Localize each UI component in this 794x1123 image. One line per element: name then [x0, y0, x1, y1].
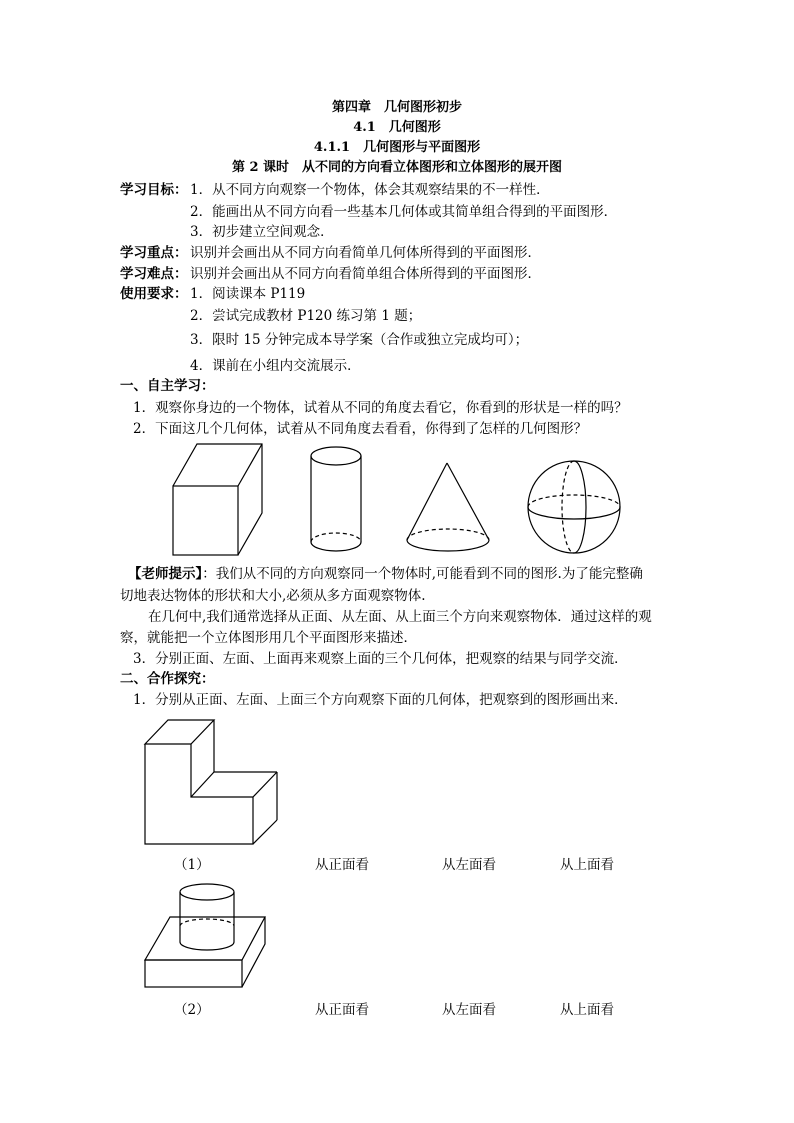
part2-question-1: 1．分别从正面、左面、上面三个方向观察下面的几何体，把观察到的图形画出来．: [133, 692, 628, 708]
requirement-item: 1．阅读课本 P119: [190, 286, 306, 302]
figure-2-left-view-label: 从左面看: [442, 1002, 496, 1018]
difficulty-label: 学习难点：: [120, 266, 188, 282]
figure-1-left-view-label: 从左面看: [442, 857, 496, 873]
subsection-title: 4.1.1 几何图形与平面图形: [313, 140, 481, 155]
figure-2-top-view-label: 从上面看: [560, 1002, 614, 1018]
key-point-text: 识别并会画出从不同方向看简单几何体所得到的平面图形．: [190, 245, 541, 261]
part1-question-2: 2．下面这几个几何体，试着从不同角度去看看，你得到了怎样的几何图形？: [133, 421, 588, 437]
figure-2-number: （2）: [174, 1002, 210, 1018]
difficulty-text: 识别并会画出从不同方向看简单组合体所得到的平面图形．: [190, 266, 541, 282]
part1-question-1: 1．观察你身边的一个物体，试着从不同的角度去看它，你看到的形状是一样的吗？: [133, 400, 628, 416]
figure-1-top-view-label: 从上面看: [560, 857, 614, 873]
requirement-item: 4．课前在小组内交流展示．: [190, 358, 361, 374]
objective-item: 3．初步建立空间观念．: [190, 224, 334, 240]
objective-item: 2．能画出从不同方向看一些基本几何体或其简单组合得到的平面图形．: [190, 204, 618, 220]
lesson-title: 第 2 课时 从不同的方向看立体图形和立体图形的展开图: [231, 160, 563, 175]
teacher-tip-line-4: 察，就能把一个立体图形用几个平面图形来描述．: [120, 630, 417, 646]
part2-heading: 二、合作探究：: [120, 671, 215, 687]
figure-1-number: （1）: [174, 857, 210, 873]
figure-1-front-view-label: 从正面看: [315, 857, 369, 873]
part1-heading: 一、自主学习：: [120, 378, 215, 394]
cylinder-on-slab-figure: [0, 0, 1, 1]
requirements-label: 使用要求：: [120, 286, 188, 302]
teacher-tip-line-2: 切地表达物体的形状和大小,必须从多方面观察物体.: [120, 588, 426, 604]
chapter-title: 第四章 几何图形初步: [331, 100, 462, 115]
teacher-tip-line-3: 在几何中,我们通常选择从正面、从左面、从上面三个方向来观察物体．通过这样的观: [148, 609, 652, 625]
teacher-tip-line-1: [128, 566, 643, 582]
requirement-item: 2．尝试完成教材 P120 练习第 1 题；: [190, 308, 422, 324]
part1-question-3: 3．分别正面、左面、上面再来观察上面的三个几何体，把观察的结果与同学交流．: [133, 651, 628, 667]
key-point-label: 学习重点：: [120, 245, 188, 261]
teacher-tip-text: ：我们从不同的方向观察同一个物体时,可能看到不同的图形.为了能完整确: [202, 566, 643, 582]
objective-item: 1．从不同方向观察一个物体，体会其观察结果的不一样性．: [190, 182, 550, 198]
figure-2-front-view-label: 从正面看: [315, 1002, 369, 1018]
section-title: 4.1 几何图形: [353, 120, 441, 135]
requirement-item: 3．限时 15 分钟完成本导学案（合作或独立完成均可）；: [190, 332, 529, 348]
objectives-label: 学习目标：: [120, 182, 188, 198]
teacher-tip-label: 【老师提示】: [128, 566, 203, 582]
